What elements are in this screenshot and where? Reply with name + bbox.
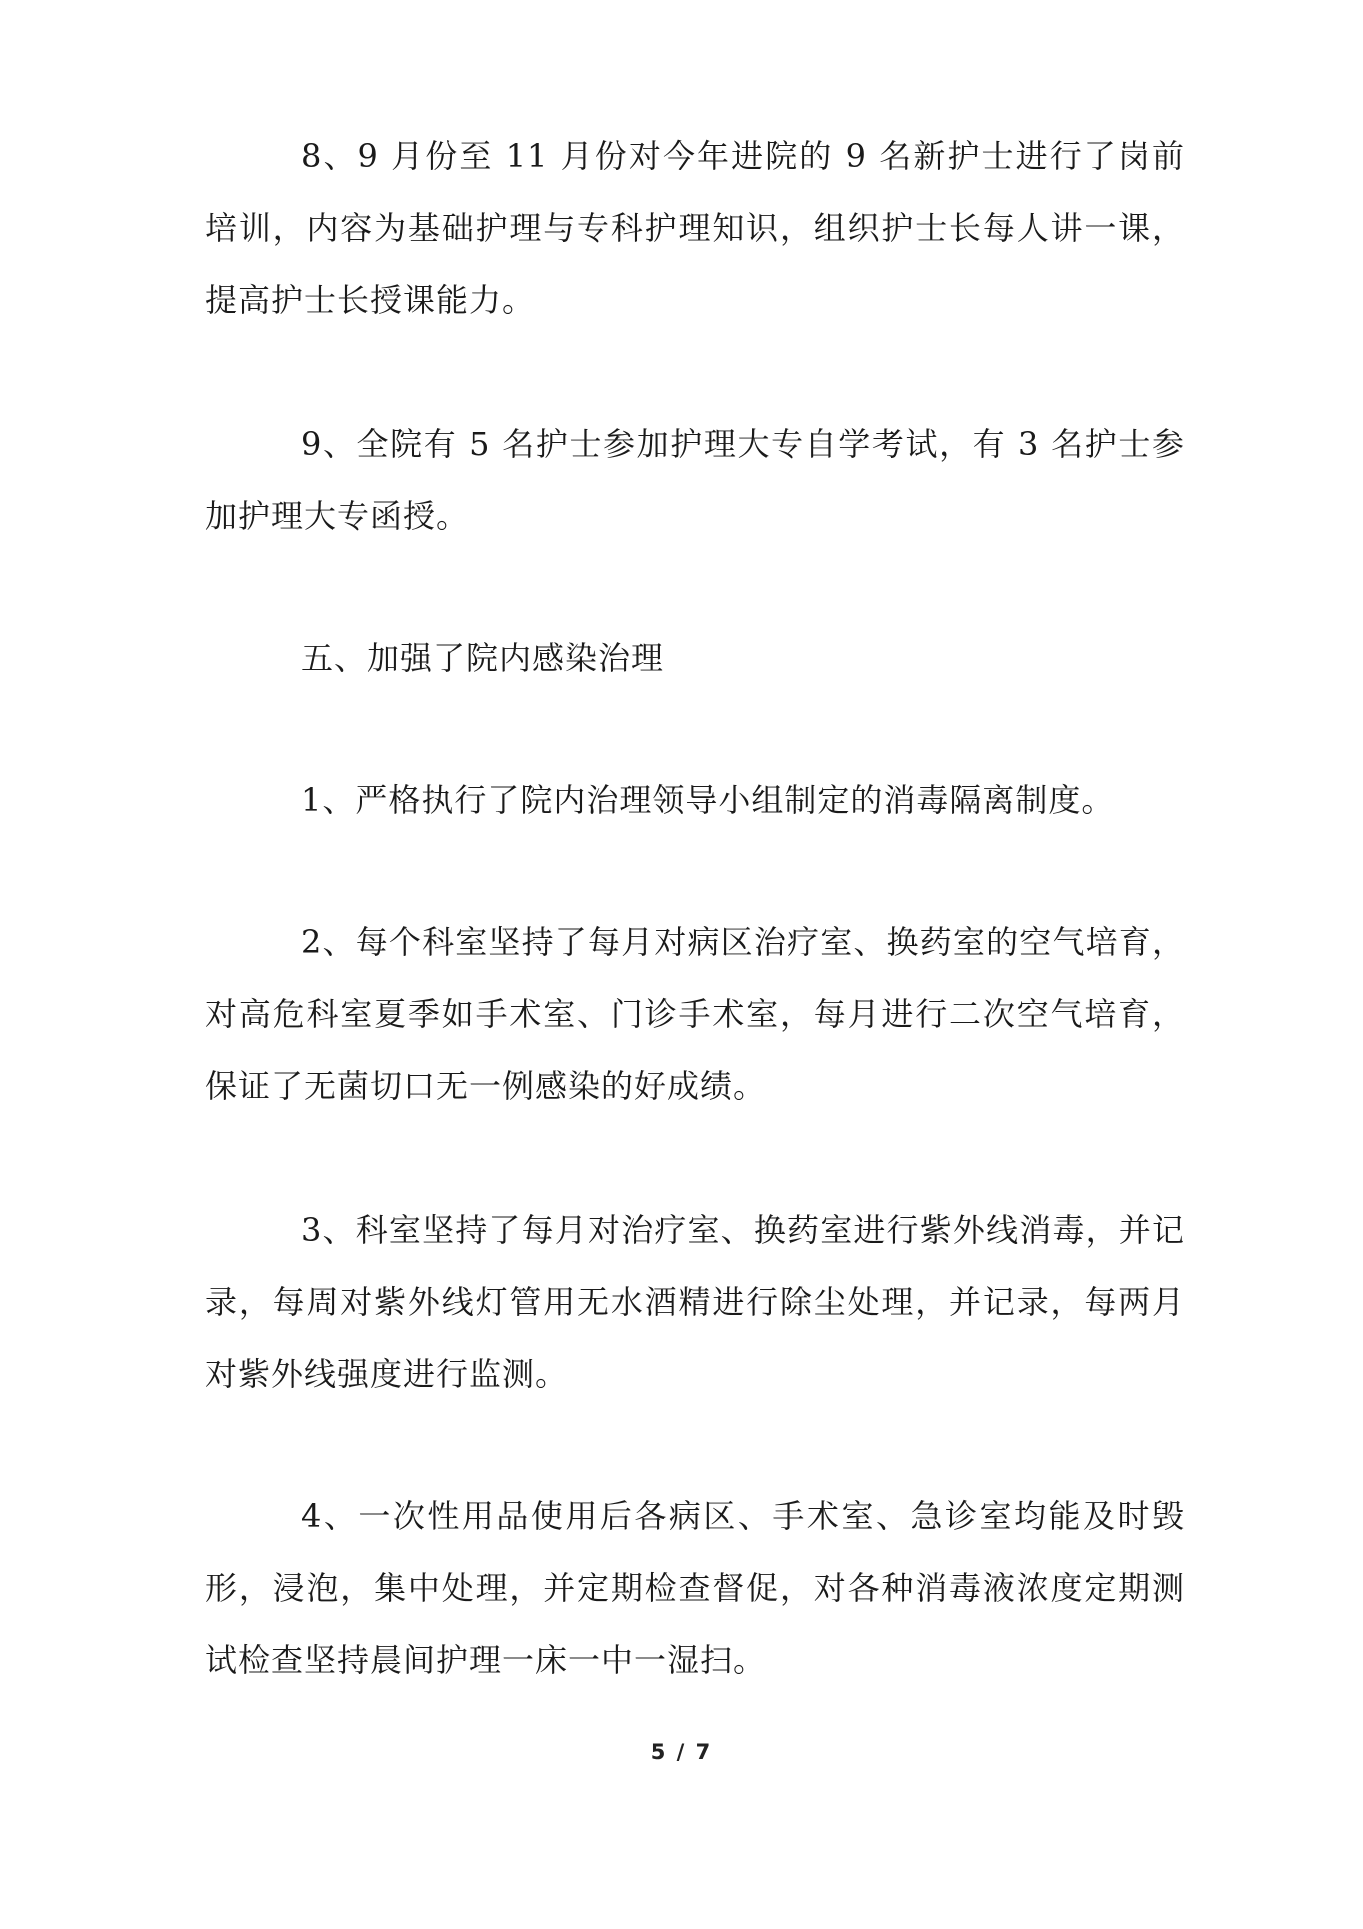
paragraph-item-2: 2、每个科室坚持了每月对病区治疗室、换药室的空气培育，对高危科室夏季如手术室、门诊手术室，每月进行二次空气培育，保证了无菌切口无一例感染的好成绩。	[205, 923, 1185, 1105]
section-heading: 五、加强了院内感染治理	[301, 639, 665, 677]
paragraph-item-1: 1、严格执行了院内治理领导小组制定的消毒隔离制度。	[301, 781, 1115, 819]
paragraph-item-9: 9、全院有 5 名护士参加护理大专自学考试，有 3 名护士参加护理大专函授。	[205, 425, 1185, 535]
page-number: 5 / 7	[650, 1740, 713, 1764]
paragraph-item-3: 3、科室坚持了每月对治疗室、换药室进行紫外线消毒，并记录，每周对紫外线灯管用无水酒精进行除尘处理，并记录，每两月对紫外线强度进行监测。	[205, 1211, 1185, 1393]
paragraph-item-8: 8、9 月份至 11 月份对今年进院的 9 名新护士进行了岗前培训，内容为基础护理与专科护理知识，组织护士长每人讲一课，提高护士长授课能力。	[205, 137, 1185, 319]
paragraph-item-4: 4、一次性用品使用后各病区、手术室、急诊室均能及时毁形，浸泡，集中处理，并定期检查督促，对各种消毒液浓度定期测试检查坚持晨间护理一床一中一湿扫。	[205, 1497, 1185, 1679]
